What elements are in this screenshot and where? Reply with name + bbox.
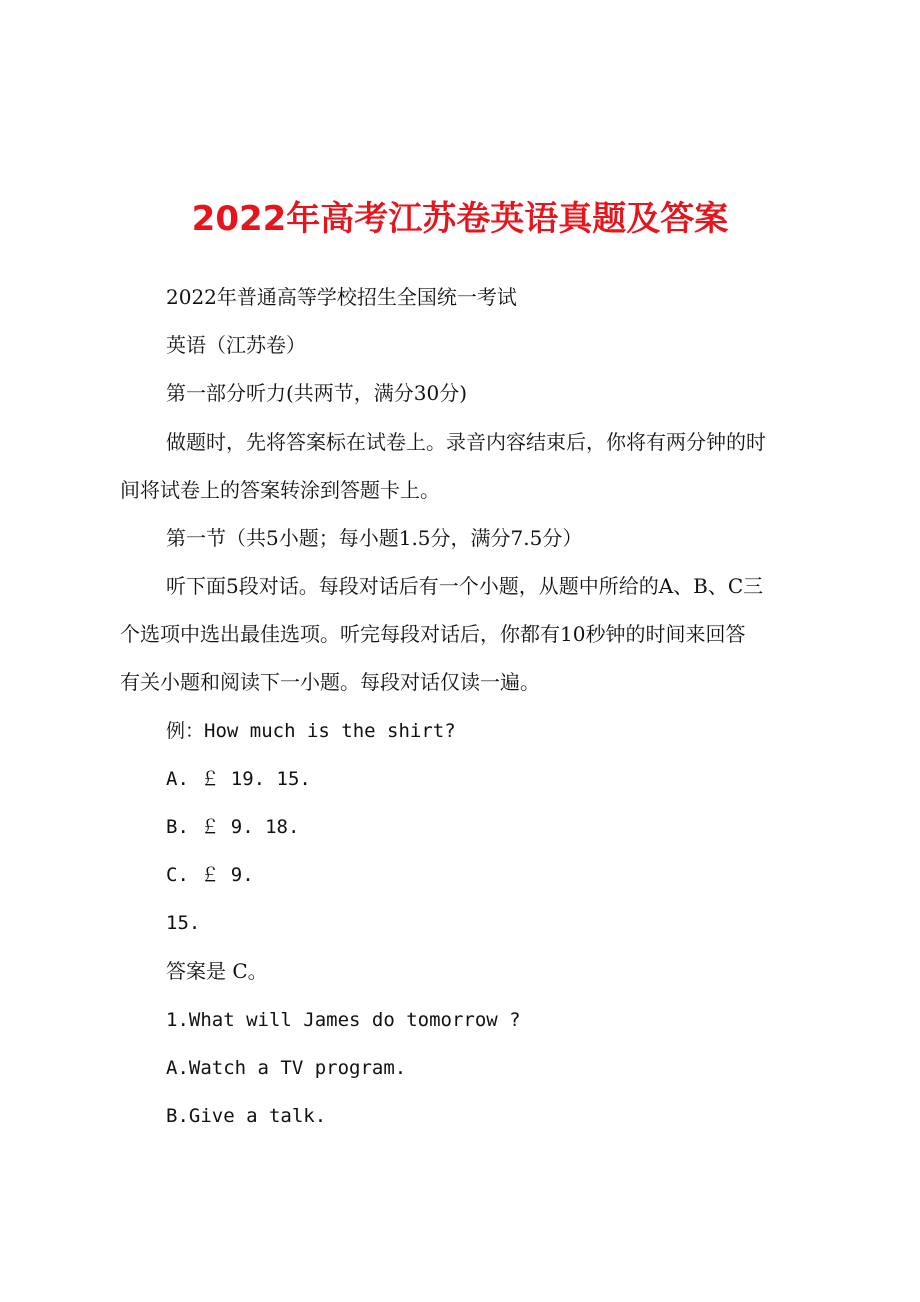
document-title: 2022年高考江苏卷英语真题及答案 bbox=[191, 199, 729, 239]
example-option-a: A. ￡ 19. 15. bbox=[166, 768, 311, 790]
section-one-heading: 第一节（共5小题；每小题1.5分，满分7.5分） bbox=[166, 526, 583, 550]
example-option-c-cont: 15. bbox=[166, 912, 201, 934]
question-1: 1.What will James do tomorrow ? bbox=[166, 1009, 521, 1031]
instruction-line-1: 做题时，先将答案标在试卷上。录音内容结束后，你将有两分钟的时 bbox=[166, 430, 766, 454]
directions-line-2: 个选项中选出最佳选项。听完每段对话后，你都有10秒钟的时间来回答 bbox=[120, 622, 746, 646]
paper-name: 英语（江苏卷） bbox=[166, 333, 306, 357]
directions-line-1: 听下面5段对话。每段对话后有一个小题，从题中所给的A、B、C三 bbox=[166, 574, 764, 598]
question-1-option-a: A.Watch a TV program. bbox=[166, 1057, 407, 1079]
part-one-heading: 第一部分听力(共两节，满分30分) bbox=[166, 381, 468, 405]
example-option-b: B. ￡ 9. 18. bbox=[166, 816, 300, 838]
question-1-option-b: B.Give a talk. bbox=[166, 1105, 327, 1127]
example-answer: 答案是 C。 bbox=[166, 959, 268, 983]
example-option-c: C. ￡ 9. bbox=[166, 864, 254, 886]
exam-name: 2022年普通高等学校招生全国统一考试 bbox=[166, 285, 517, 309]
directions-line-3: 有关小题和阅读下一小题。每段对话仅读一遍。 bbox=[120, 670, 540, 694]
example-question: 例：How much is the shirt? bbox=[166, 720, 456, 742]
instruction-line-2: 间将试卷上的答案转涂到答题卡上。 bbox=[120, 478, 440, 502]
